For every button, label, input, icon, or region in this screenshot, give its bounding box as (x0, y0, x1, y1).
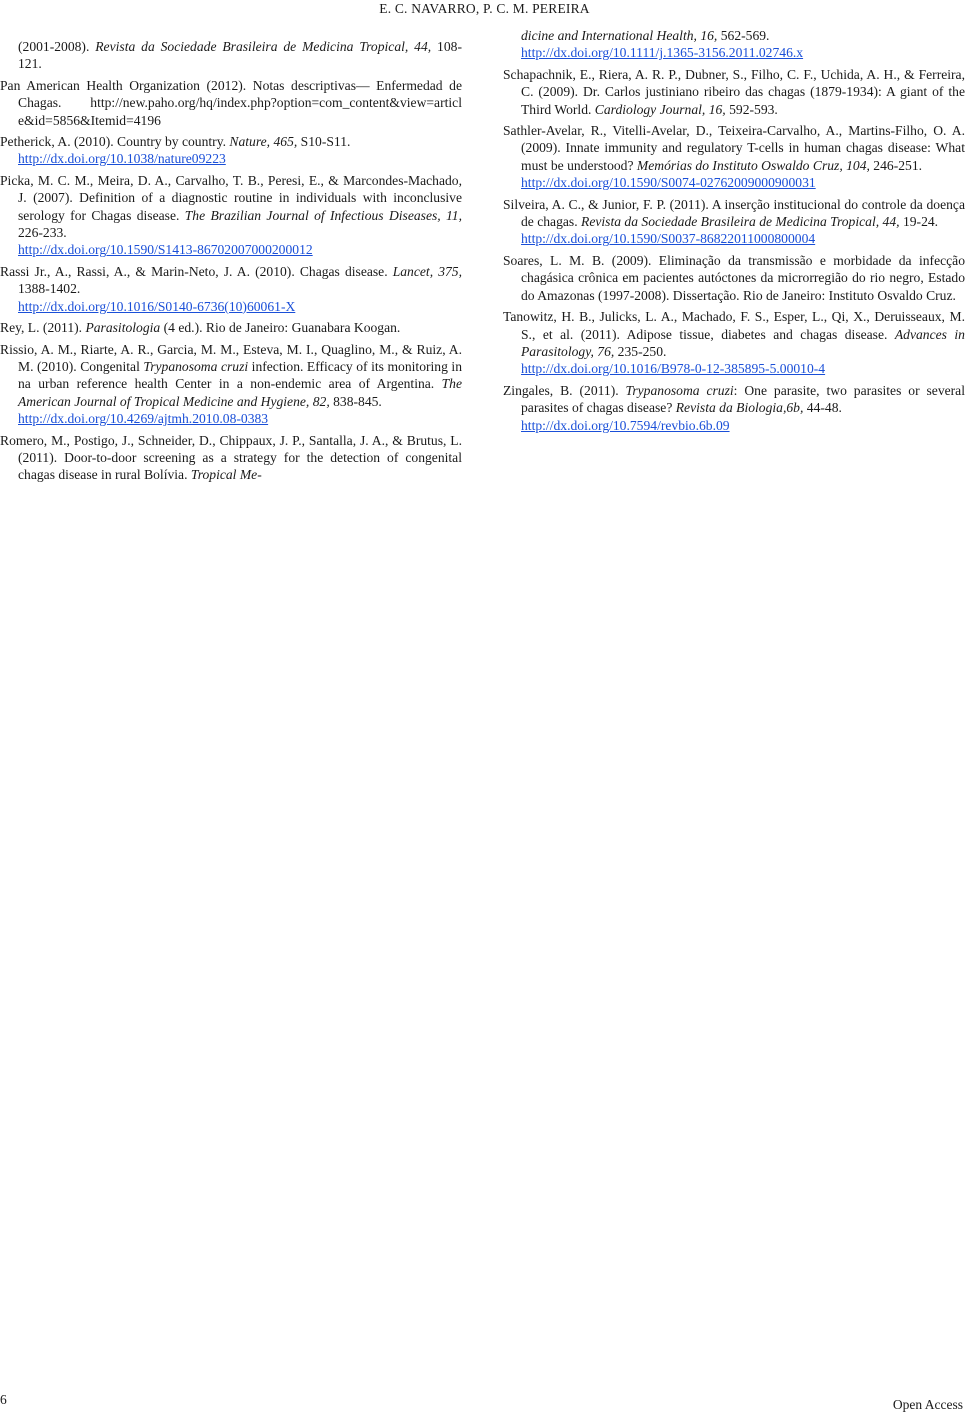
doi-link[interactable]: http://dx.doi.org/10.1038/nature09223 (18, 151, 226, 167)
reference-text: : One parasite, two parasites or several parasites of chagas disease? (521, 382, 965, 416)
reference-source: Parasitologia (85, 320, 161, 336)
reference-text: infection. Efficacy of its monitoring in na urban reference health Center in a non-endemic area of Argentina. (18, 358, 463, 392)
reference-text: Rassi Jr., A., Rassi, A., & Marin-Neto, J. A. (2010). Chagas disease. (0, 263, 393, 279)
doi-link[interactable]: http://dx.doi.org/10.1111/j.1365-3156.2011.02746.x (521, 45, 804, 61)
reference-continued-2 (503, 27, 965, 62)
reference-text: Silveira, A. C., & Junior, F. P. (2011). A inserção institucional do controle da doença de chagas. (503, 196, 965, 230)
reference-tanowitz (503, 308, 965, 378)
reference-rassi (0, 263, 462, 315)
doi-link[interactable]: http://dx.doi.org/10.1590/S1413-86702007000200012 (18, 242, 313, 258)
reference-sathler (503, 122, 965, 192)
reference-source: Nature, 465, (229, 134, 298, 150)
reference-paho (0, 77, 462, 129)
reference-source: dicine and International Health, 16, (521, 28, 718, 43)
references-left-column (0, 38, 462, 488)
reference-source: Trypanosoma cruzi (143, 358, 249, 374)
reference-text: 19-24. (899, 214, 939, 230)
reference-text: 592-593. (725, 101, 778, 117)
doi-link[interactable]: http://dx.doi.org/10.1590/S0037-86822011000800004 (521, 231, 816, 247)
reference-source: Trypanosoma cruzi (625, 382, 734, 398)
reference-text: (4 ed.). Rio de Janeiro: Guanabara Koogan. (160, 320, 401, 336)
reference-text: S10-S11. (297, 134, 351, 150)
reference-text: Pan American Health Organization (2012). Notas descriptivas— Enfermedad de Chagas. http://new.paho.org/hq/index.php?option=com_content&view=articl e&id=5856&Itemid=4196 (0, 77, 462, 128)
reference-text: 838-845. (329, 393, 382, 409)
doi-link[interactable]: http://dx.doi.org/10.1016/B978-0-12-385895-5.00010-4 (521, 361, 826, 377)
reference-rey (0, 319, 462, 336)
reference-schapachnik (503, 66, 965, 118)
reference-source: Tropical Me- (190, 467, 262, 483)
reference-text: (2001-2008). (18, 39, 96, 54)
references-right-column (503, 27, 965, 438)
reference-text: 562-569. (717, 28, 770, 43)
reference-text: Rissio, A. M., Riarte, A. R., Garcia, M. M., Esteva, M. I., Quaglino, M., & Ruiz, A. M. (2010). Congenital (0, 341, 462, 374)
reference-soares (503, 252, 965, 304)
doi-link[interactable]: http://dx.doi.org/10.4269/ajtmh.2010.08-0383 (18, 411, 269, 427)
reference-text: 1388-1402. (18, 281, 81, 297)
reference-text: Picka, M. C. M., Meira, D. A., Carvalho, T. B., Peresi, E., & Marcondes-Machado, J. (2007). Definition of a diagnostic routine in individuals with inconclusive serology for Chagas disease. (0, 172, 462, 223)
reference-text: Romero, M., Postigo, J., Schneider, D., Chippaux, J. P., Santalla, J. A., & Brutus, L. (2011). Door-to-door screening as a strategy for the detection of congenital chagas disease in rural Bolívia. (0, 432, 462, 483)
reference-text: Petherick, A. (2010). Country by country. (0, 134, 230, 150)
reference-source: Revista da Biologia,6b, (675, 400, 804, 416)
reference-text: Schapachnik, E., Riera, A. R. P., Dubner, S., Filho, C. F., Uchida, A. H., & Ferreira, C. (2009). Dr. Carlos justiniano ribeiro das chagas (1879-1934): A giant of the Third World. (503, 66, 965, 117)
reference-zingales (503, 382, 965, 434)
doi-link[interactable]: http://dx.doi.org/10.1016/S0140-6736(10)60061-X (18, 298, 296, 314)
reference-text: 226-233. (18, 225, 67, 241)
reference-text: Zingales, B. (2011). (503, 382, 626, 398)
reference-text: 108-121. (18, 39, 462, 72)
reference-source: Advances in Parasitology, 76, (521, 326, 965, 359)
doi-link[interactable]: http://dx.doi.org/10.1590/S0074-02762009000900031 (521, 175, 816, 191)
reference-picka (0, 172, 462, 259)
reference-text: Tanowitz, H. B., Julicks, L. A., Machado, F. S., Esper, L., Qi, X., Deruisseaux, M. S., et al. (2011). Adipose tissue, diabetes and chagas disease. (503, 309, 965, 342)
reference-continued-1 (0, 38, 462, 73)
page-number: 6 (0, 1392, 7, 1407)
reference-source: Memórias do Instituto Oswaldo Cruz, 104, (636, 157, 870, 173)
reference-text: 235-250. (614, 343, 667, 359)
reference-source: Revista da Sociedade Brasileira de Medicina Tropical, 44, (581, 214, 900, 230)
reference-text: 246-251. (869, 157, 923, 173)
reference-silveira (503, 196, 965, 248)
reference-romero (0, 432, 462, 484)
reference-petherick (0, 133, 462, 168)
reference-text: Soares, L. M. B. (2009). Eliminação da transmissão e morbidade da infecção chagásica crônica em pacientes autóctones da microrregião do rio negro, Estado do Amazonas (1997-2008). Dissertação. Rio de Janeiro: Instituto Osvaldo Cruz. (503, 252, 965, 303)
reference-text: Sathler-Avelar, R., Vitelli-Avelar, D., Teixeira-Carvalho, A., Martins-Filho, O. A. (2009). Innate immunity and regulatory T-cells in human chagas disease: What must be understood? (503, 123, 965, 173)
reference-text: Rey, L. (2011). (0, 320, 86, 336)
reference-source: Revista da Sociedade Brasileira de Medicina Tropical, 44, (95, 39, 432, 54)
reference-source: Lancet, 375, (392, 263, 462, 279)
reference-source: The American Journal of Tropical Medicine and Hygiene, 82, (18, 376, 462, 409)
footer-publisher: Open Access (892, 1397, 963, 1412)
reference-source: Cardiology Journal, 16, (594, 101, 726, 117)
reference-source: The Brazilian Journal of Infectious Diseases, 11, (184, 207, 462, 223)
doi-link[interactable]: http://dx.doi.org/10.7594/revbio.6b.09 (521, 417, 730, 433)
running-header: E. C. NAVARRO, P. C. M. PEREIRA (379, 1, 590, 16)
reference-rissio (0, 341, 462, 428)
reference-text: 44-48. (803, 400, 842, 416)
